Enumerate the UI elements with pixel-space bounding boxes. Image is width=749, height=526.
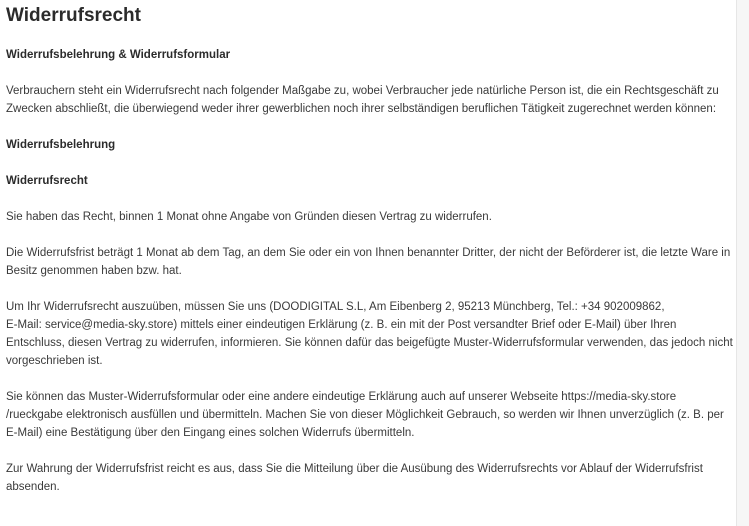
paragraph-online-form [6, 388, 733, 442]
scrollbar-thumb[interactable] [740, 6, 746, 386]
paragraph-right-to-withdraw: Sie haben das Recht, binnen 1 Monat ohne Angabe von Gründen diesen Vertrag zu widerrufen. [6, 211, 492, 223]
paragraph-exercise-right [6, 298, 733, 370]
vertical-scrollbar[interactable] [736, 0, 749, 526]
section-subtitle: Widerrufsbelehrung & Widerrufsformular [6, 49, 231, 61]
paragraph-exercise-right-line1: Um Ihr Widerrufsrecht auszuüben, müssen Sie uns (DOODIGITAL S.L, Am Eibenberg 2, 95213 Münchberg, Tel.: +34 902009862, [6, 301, 665, 313]
heading-widerrufsrecht: Widerrufsrecht [6, 175, 88, 187]
paragraph-deadline: Zur Wahrung der Widerrufsfrist reicht es aus, dass Sie die Mitteilung über die Ausübung des Widerrufsrechts vor Ablauf der Widerrufsfrist absenden. [6, 463, 703, 493]
intro-paragraph: Verbrauchern steht ein Widerrufsrecht nach folgender Maßgabe zu, wobei Verbraucher jede natürliche Person ist, die ein Rechtsgeschäft zu Zwecken abschließt, die überwiegend weder ihrer gewerblichen noch ihrer selbständigen beruflichen Tätigkeit zugerechnet werden können: [6, 85, 719, 115]
paragraph-withdrawal-period: Die Widerrufsfrist beträgt 1 Monat ab dem Tag, an dem Sie oder ein von Ihnen benannter Dritter, der nicht der Beförderer ist, die letzte Ware in Besitz genommen haben bzw. hat. [6, 247, 731, 277]
paragraph-online-form-line2: /rueckgabe elektronisch ausfüllen und übermitteln. Machen Sie von dieser Möglichkeit Gebrauch, so werden wir Ihnen unverzüglich (z. B. per E-Mail) eine Bestätigung über den Eingang eines solchen Widerrufs übermitteln. [6, 409, 724, 439]
heading-widerrufsbelehrung: Widerrufsbelehrung [6, 139, 116, 151]
main-content [6, 0, 733, 496]
paragraph-online-form-line1: Sie können das Muster-Widerrufsformular oder eine andere eindeutige Erklärung auch auf unserer Webseite https://media-sky.store [6, 391, 677, 403]
paragraph-exercise-right-line2: E-Mail: service@media-sky.store) mittels einer eindeutigen Erklärung (z. B. ein mit der Post versandter Brief oder E-Mail) über Ihren Entschluss, diesen Vertrag zu widerrufen, informieren. Sie können dafür das beigefügte Muster-Widerrufsformular verwenden, das jedoch nicht vorgeschrieben ist. [6, 319, 733, 367]
page-title: Widerrufsrecht [6, 5, 141, 26]
